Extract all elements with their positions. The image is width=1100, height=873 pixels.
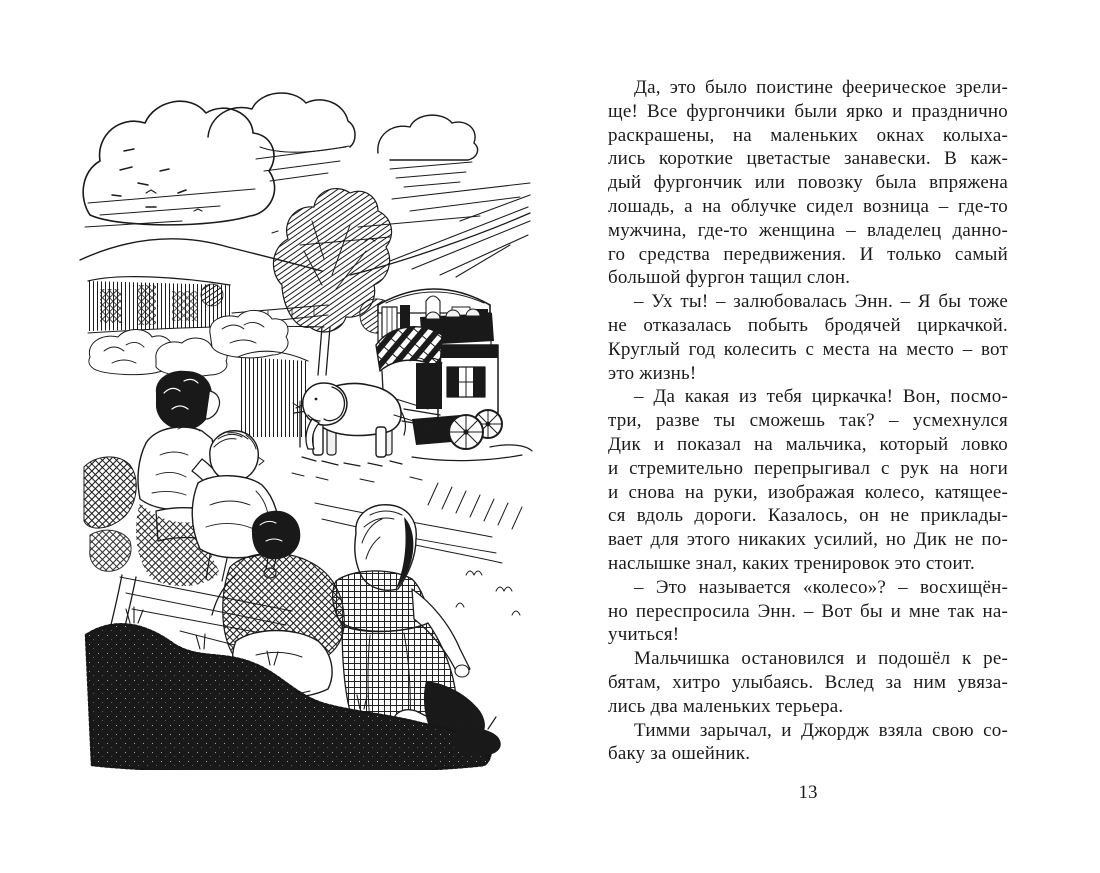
text-line: вает для этого никаких усилий, но Дик не по- [608,529,1008,551]
text-line: мужчина, где-то женщина – владелец данно- [608,219,1008,241]
text-line: – Ух ты! – залюбовалась Энн. – Я бы тоже [634,291,1008,313]
tree [273,189,391,375]
text-line: баку за ошейник. [608,743,751,765]
text-line: го средства передвижения. И только самый [608,243,1008,265]
text-line: но переспросила Энн. – Вот бы и мне так на- [608,600,1008,622]
text-line: раскрашены, на маленьких окнах колыха- [608,124,1008,146]
text-column [608,76,1008,766]
text-line: это жизнь! [608,362,697,384]
text-line: Да, это было поистине феерическое зрели- [634,77,1008,98]
text-line: лись короткие цветастые занавески. В каж- [608,148,1008,170]
text-line: и стремительно перепрыгивал с рук на ноги [608,457,1008,479]
figure-checked-girl [333,505,485,745]
text-line: наслышке знал, каких тренировок это стоит. [608,552,975,574]
text-line: – Это называется «колесо»? – восхищён- [634,576,1008,598]
text-line: три, разве ты сможешь так? – усмехнулся [608,410,1008,432]
text-line: ся вдоль дороги. Казалось, он не приклады- [608,505,1008,527]
text-line: ще! Все фургончики были ярко и празднично [608,100,1008,122]
fence-grass [238,357,308,437]
text-line: бятам, хитро улыбаясь. Вслед за ним увяза- [608,671,1008,693]
book-illustration [60,75,535,770]
text-line: лошадь, а на облучке сидел возница – где-то [608,195,1008,217]
text-line: Дик и показал на мальчика, который ловко [608,433,1008,455]
text-line: Тимми зарычал, и Джордж взяла свою со- [634,719,1008,741]
elephant [302,383,428,466]
text-line: Мальчишка остановился и подошёл к ре- [634,648,1008,670]
text-line: учиться! [608,624,680,646]
text-line: Круглый год колесить с места на место – вот [608,338,1008,360]
text-line: – Да какая из тебя циркачка! Вон, посмо- [634,386,1008,408]
page-number: 13 [798,782,818,803]
text-line: лись два маленьких терьера. [608,695,844,717]
text-line: и снова на руки, изображая колесо, катящее- [608,481,1008,503]
clouds [83,93,477,225]
text-line: не отказалась побыть бродячей циркачкой. [608,314,1008,336]
text-line: дый фургончик или повозку была впряжена [608,172,1008,194]
left-page [60,75,535,770]
text-line: большой фургон тащил слон. [608,267,851,289]
circus-wagons [376,289,532,461]
